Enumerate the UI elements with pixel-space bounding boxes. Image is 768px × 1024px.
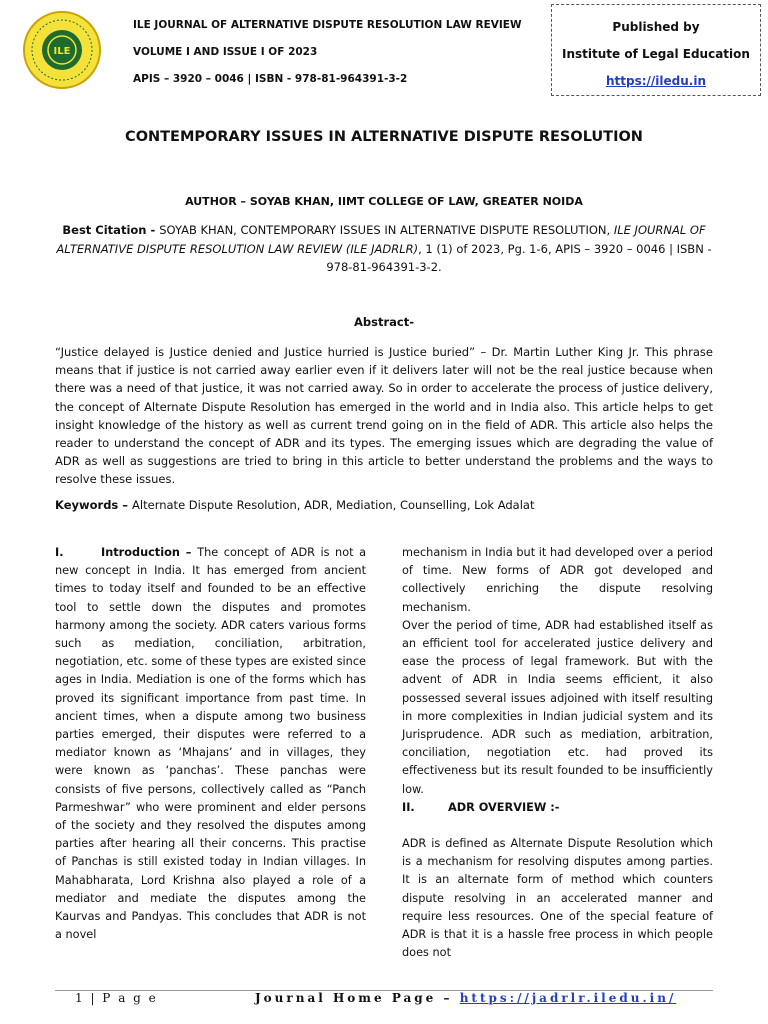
- keywords-text: Alternate Dispute Resolution, ADR, Mediation, Counselling, Lok Adalat: [132, 498, 535, 512]
- publisher-label: Published by: [612, 20, 700, 34]
- keywords: [55, 498, 713, 512]
- citation-journal: ILE JOURNAL OF ALTERNATIVE DISPUTE RESOLUTION LAW REVIEW (ILE JADRLR): [56, 223, 706, 256]
- section-heading: [402, 799, 713, 817]
- journal-volume: VOLUME I AND ISSUE I OF 2023: [133, 46, 318, 58]
- section-paragraph: ADR is defined as Alternate Dispute Resolution which is a mechanism for resolving disputes among parties. It is an alternate form of method which counters dispute resolving in an accelerated manner and require less resources. One of the special feature of ADR is that it is a hassle free process in which people does not: [402, 837, 713, 960]
- intro-heading: Introduction –: [101, 546, 198, 559]
- journal-home-page: [255, 991, 676, 1005]
- citation-tail: , 1 (1) of 2023, Pg. 1-6, APIS – 3920 – 0046 | ISBN - 978-81-964391-3-2.: [326, 241, 712, 274]
- body-column-right: [402, 544, 713, 962]
- body-column-left: [55, 544, 366, 944]
- body-paragraph: Over the period of time, ADR had established itself as an efficient tool for accelerated justice delivery and ease the process of legal framework. But with the advent of ADR in India seems efficient, it also possessed several issues adjoined with itself resulting in more complexities in Indian judicial system and its Jurisprudence. ADR such as mediation, arbitration, conciliation, negotiation etc. had proved its effectiveness but its result founded to be insufficiently low.: [402, 618, 713, 796]
- intro-number: I.: [55, 546, 64, 559]
- intro-text: The concept of ADR is not a new concept in India. It has emerged from ancient times to today itself and founded to be an effective tool to settle down the disputes and promotes harmony among the society. ADR caters various forms such as mediation, conciliation, arbitration, negotiation, etc. some of these types are existed since ages in India. Mediation is one of the forms which has proved its significant importance from past time. In ancient times, when a dispute among two business parties emerged, their disputes were referred to a mediator known as ‘Mhajans’ and in villages, they were known as ‘panchas’. These panchas were consists of five persons, collectively called as “Panch Parmeshwar” who were prominent and elder persons of the society and they resolved the disputes among parties after hearing all their concerns. This practise of Panchas is still existed today in Indian villages. In Mahabharata, Lord Krishna also played a role of a mediator and mediate the disputes among the Kaurvas and Pandyas. This concludes that ADR is not a novel: [55, 546, 366, 942]
- page-number: 1 | P a g e: [75, 991, 158, 1005]
- citation-text: SOYAB KHAN, CONTEMPORARY ISSUES IN ALTERNATIVE DISPUTE RESOLUTION,: [159, 223, 614, 237]
- abstract-heading: Abstract-: [354, 315, 414, 329]
- publisher-link[interactable]: https://iledu.in: [605, 74, 707, 88]
- home-link[interactable]: https://jadrlr.iledu.in/: [459, 991, 677, 1005]
- citation-label: Best Citation -: [62, 223, 160, 237]
- home-label: Journal Home Page –: [255, 991, 460, 1005]
- journal-header: [133, 19, 522, 100]
- abstract-text: “Justice delayed is Justice denied and Justice hurried is Justice buried” – Dr. Martin Luther King Jr. This phrase means that if justice is not carried away earlier even if it delivers later will not be the real justice because when there was a need of that justice, it was not carried away. So in order to accelerate the process of justice delivery, the concept of Alternate Dispute Resolution has emerged in the world and in India also. This article helps to get insight knowledge of the history as well as current trend going on in the field of ADR. This article also helps the reader to understand the concept of ADR and its types. The emerging issues which are degrading the value of ADR as well as suggestions are tried to bring in this article to better understand the problems and the ways to resolve these issues.: [55, 345, 713, 487]
- body-paragraph: mechanism in India but it had developed over a period of time. New forms of ADR got developed and collectively enriching the dispute resolving mechanism.: [402, 546, 713, 614]
- publisher-name: Institute of Legal Education: [562, 47, 750, 61]
- journal-apis-isbn: APIS – 3920 – 0046 | ISBN - 978-81-964391-3-2: [133, 73, 408, 85]
- section-number: II.: [402, 800, 415, 814]
- article-title: CONTEMPORARY ISSUES IN ALTERNATIVE DISPUTE RESOLUTION: [125, 129, 643, 145]
- keywords-label: Keywords –: [55, 498, 133, 512]
- section-title: ADR OVERVIEW :-: [448, 800, 560, 814]
- publisher-box: [551, 4, 761, 96]
- logo-text: ILE: [53, 46, 71, 57]
- best-citation: [55, 221, 713, 277]
- intro-paragraph: [55, 544, 366, 944]
- journal-name: ILE JOURNAL OF ALTERNATIVE DISPUTE RESOLUTION LAW REVIEW: [133, 19, 522, 31]
- article-author: AUTHOR – SOYAB KHAN, IIMT COLLEGE OF LAW, GREATER NOIDA: [185, 195, 583, 208]
- journal-logo: [22, 10, 102, 90]
